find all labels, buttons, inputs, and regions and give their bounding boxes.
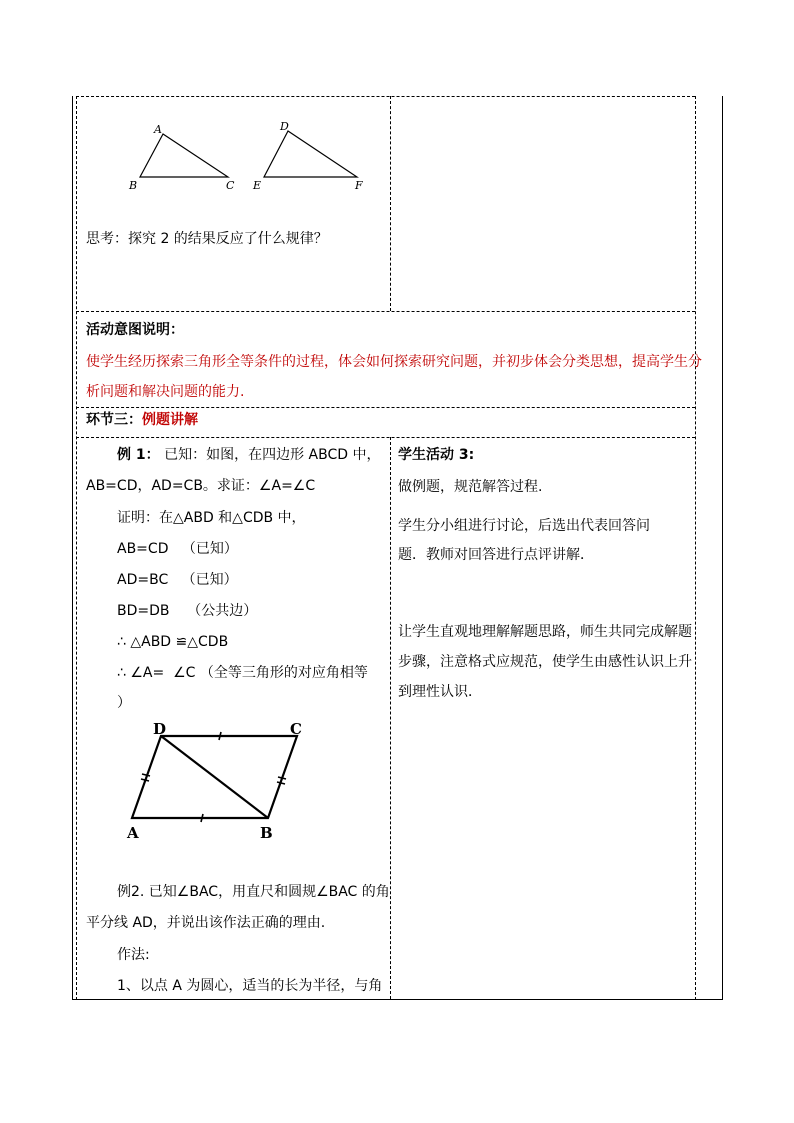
student-activity-line-5: 步骤，注意格式应规范，使学生由感性认识上升 xyxy=(398,654,692,670)
proof-step-5-cont: ） xyxy=(117,695,131,711)
column-divider-bottom xyxy=(390,437,391,999)
label-c: C xyxy=(226,179,235,192)
tick-cb-1 xyxy=(278,777,286,779)
label-e: E xyxy=(253,179,262,192)
example1-line1 xyxy=(117,445,380,465)
label-c2: C xyxy=(290,720,302,738)
student-activity-line-2: 学生分小组进行讨论，后选出代表回答问 xyxy=(398,518,650,534)
row-divider-top xyxy=(76,96,695,97)
triangle-def xyxy=(264,131,357,177)
tick-cb-2 xyxy=(277,782,285,784)
row-divider-intent xyxy=(76,311,695,312)
tick-ad-1 xyxy=(142,774,150,776)
student-activity-line-3: 题．教师对回答进行点评讲解． xyxy=(398,547,594,563)
label-a: A xyxy=(154,123,162,136)
section3-title: 例题讲解 xyxy=(142,412,198,428)
tick-dc xyxy=(219,732,221,740)
think-question: 思考：探究 2 的结果反应了什么规律？ xyxy=(86,231,328,247)
label-d2: D xyxy=(153,720,167,738)
intent-line-2: 析问题和解决问题的能力. xyxy=(86,384,245,400)
proof-step-4: ∴ △ABD ≌△CDB xyxy=(117,634,229,650)
triangle-abc xyxy=(140,134,228,177)
example2-line2: 平分线 AD，并说出该作法正确的理由. xyxy=(86,915,326,931)
column-divider-top xyxy=(390,96,391,311)
student-activity-line-4: 让学生直观地理解解题思路，师生共同完成解题 xyxy=(398,624,692,640)
row-divider-examples xyxy=(76,437,695,438)
proof-step-3: BD=DB （公共边） xyxy=(117,603,258,619)
tick-ad-2 xyxy=(141,779,149,781)
label-f: F xyxy=(355,179,363,192)
label-b: B xyxy=(129,179,138,192)
intent-line-1: 使学生经历探索三角形全等条件的过程，体会如何探索研究问题，并初步体会分类思想，提高学生分 xyxy=(86,354,702,370)
table-border-bottom xyxy=(72,999,723,1000)
proof-step-5: ∴ ∠A= ∠C （全等三角形的对应角相等 xyxy=(117,665,368,681)
triangles-figure xyxy=(120,116,380,198)
label-d: D xyxy=(280,120,289,133)
student-activity-title: 学生活动 3: xyxy=(398,447,475,463)
proof-intro: 证明：在△ABD 和△CDB 中， xyxy=(117,510,306,526)
student-activity-line-1: 做例题，规范解答过程. xyxy=(398,479,543,495)
table-border-left xyxy=(72,96,73,1000)
example2-line1: 例2. 已知∠BAC，用直尺和圆规∠BAC 的角 xyxy=(117,884,390,900)
row-divider-section3 xyxy=(76,407,695,408)
cell-border-left xyxy=(76,96,77,1000)
cell-border-right xyxy=(695,96,696,1000)
example1-given: 已知：如图，在四边形 ABCD 中， xyxy=(159,447,381,463)
section3-prefix: 环节三： xyxy=(86,412,142,428)
label-a2: A xyxy=(127,824,139,842)
section3-heading xyxy=(86,410,198,430)
example2-method-label: 作法: xyxy=(117,947,150,963)
proof-step-2: AD=BC （已知） xyxy=(117,572,238,588)
quadrilateral-figure xyxy=(118,716,318,846)
example1-label: 例 1： xyxy=(117,447,160,463)
student-activity-line-6: 到理性认识． xyxy=(398,684,482,700)
example2-step1: 1、以点 A 为圆心，适当的长为半径，与角 xyxy=(117,978,383,994)
intent-heading: 活动意图说明： xyxy=(86,322,184,338)
proof-step-1: AB=CD （已知） xyxy=(117,541,238,557)
example1-line2: AB=CD，AD=CB。求证：∠A=∠C xyxy=(86,478,316,494)
label-b2: B xyxy=(260,824,273,842)
table-border-right xyxy=(722,96,723,1000)
diagonal-bd xyxy=(161,736,268,818)
tick-ab xyxy=(201,814,203,822)
